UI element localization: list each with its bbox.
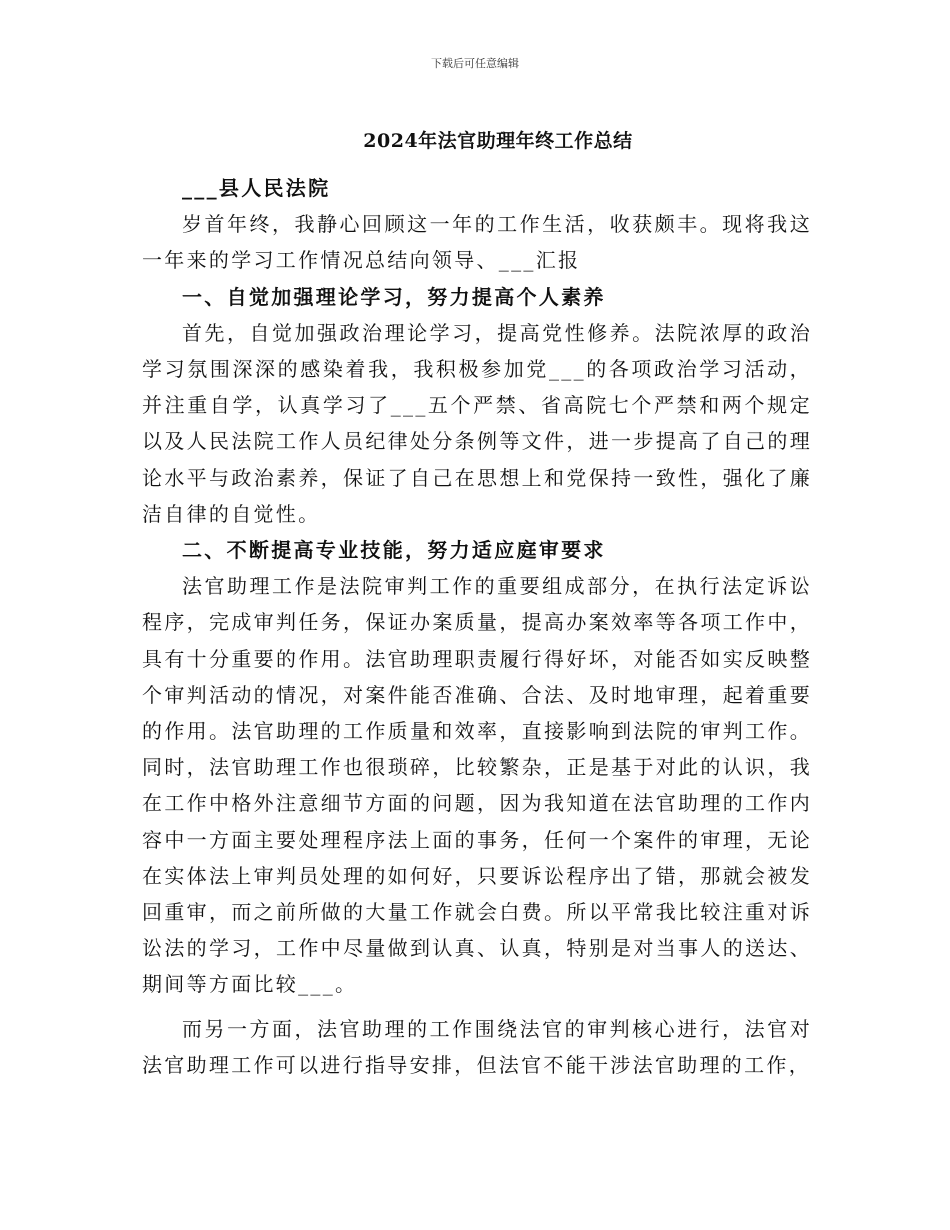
- section1-paragraph: 首先，自觉加强政治理论学习，提高党性修养。法院浓厚的政治学习氛围深深的感染着我，我积极参加党___的各项政治学习活动，并注重自学，认真学习了___五个严禁、省高院七个严禁和两个规定以及人民法院工作人员纪律处分条例等文件，进一步提高了自己的理论水平与政治素养，保证了自己在思想上和党保持一致性，强化了廉洁自律的自觉性。: [142, 320, 812, 526]
- section2-paragraph-2: 而另一方面，法官助理的工作围绕法官的审判核心进行，法官对法官助理工作可以进行指导安排，但法官不能干涉法官助理的工作，: [142, 1016, 812, 1077]
- section1-heading: 一、自觉加强理论学习，努力提高个人素养: [182, 284, 606, 309]
- section2-paragraph-1: 法官助理工作是法院审判工作的重要组成部分，在执行法定诉讼程序，完成审判任务，保证办案质量，提高办案效率等各项工作中，具有十分重要的作用。法官助理职责履行得好坏，对能否如实反映整个审判活动的情况，对案件能否准确、合法、及时地审理，起着重要的作用。法官助理的工作质量和效率，直接影响到法院的审判工作。同时，法官助理工作也很琐碎，比较繁杂，正是基于对此的认识，我在工作中格外注意细节方面的问题，因为我知道在法官助理的工作内容中一方面主要处理程序法上面的事务，任何一个案件的审理，无论在实体法上审判员处理的如何好，只要诉讼程序出了错，那就会被发回重审，而之前所做的大量工作就会白费。所以平常我比较注重对诉讼法的学习，工作中尽量做到认真、认真，特别是对当事人的送达、期间等方面比较___。: [142, 574, 812, 997]
- document-body: [142, 170, 812, 1083]
- header-note: 下载后可任意编辑: [431, 57, 519, 70]
- intro-paragraph: 岁首年终，我静心回顾这一年的工作生活，收获颇丰。现将我这一年来的学习工作情况总结向领导、___汇报: [142, 212, 812, 273]
- document-title: 2024年法官助理年终工作总结: [363, 130, 633, 152]
- court-name: ___县人民法院: [182, 176, 331, 200]
- section2-heading: 二、不断提高专业技能，努力适应庭审要求: [182, 538, 606, 563]
